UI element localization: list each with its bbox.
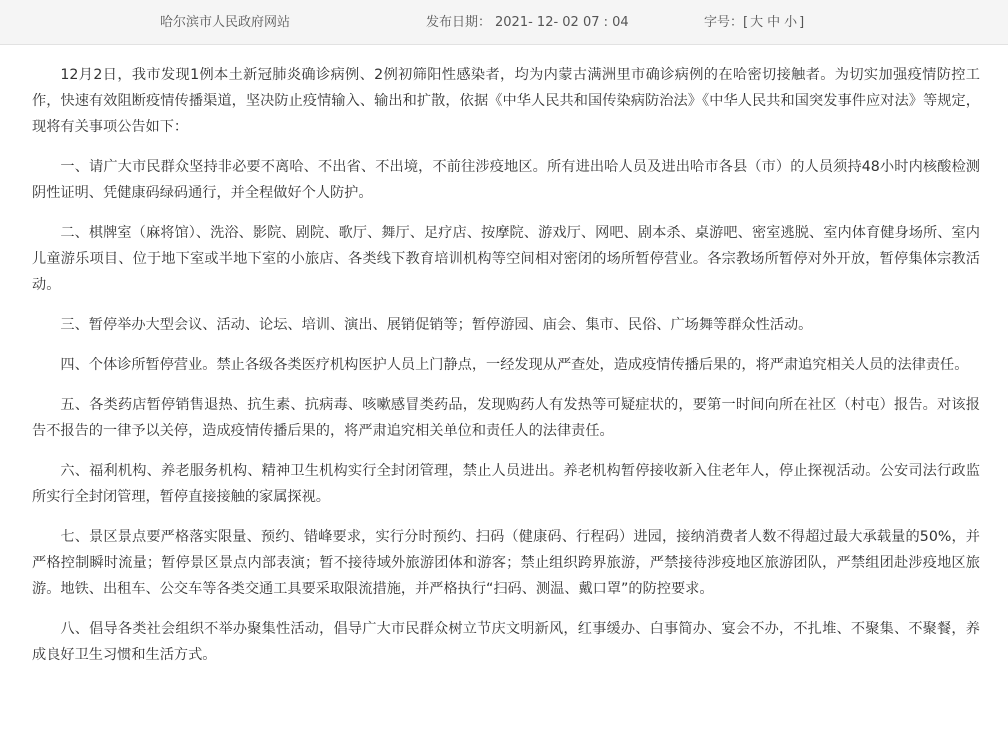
article-paragraph-7: 七、景区景点要严格落实限量、预约、错峰要求，实行分时预约、扫码（健康码、行程码）进园，接纳消费者人数不得超过最大承载量的50%，并严格控制瞬时流量；暂停景区景点内部表演；暂不接待域外旅游团体和游客；禁止组织跨界旅游，严禁接待涉疫地区旅游团队，严禁组团赴涉疫地区旅游。地铁、出租车、公交车等各类交通工具要采取限流措施，并严格执行“扫码、测温、戴口罩”的防控要求。 [32, 529, 980, 597]
publish-date-label: 发布日期： [426, 15, 492, 30]
font-size-switcher [704, 15, 804, 31]
article-paragraph-8: 八、倡导各类社会组织不举办聚集性活动，倡导广大市民群众树立节庆文明新风，红事缓办、白事简办、宴会不办，不扎堆、不聚集、不聚餐，养成良好卫生习惯和生活方式。 [32, 621, 980, 663]
source-label: 哈尔滨市人民政府网站 [160, 15, 291, 30]
publish-date-value: 2021- 12- 02 07 : 04 [495, 15, 629, 30]
article-meta-bar [0, 0, 1008, 45]
article-paragraph-intro: 12月2日，我市发现1例本土新冠肺炎确诊病例、2例初筛阳性感染者，均为内蒙古满洲里市确诊病例的在哈密切接触者。为切实加强疫情防控工作，快速有效阻断疫情传播渠道，坚决防止疫情输入、输出和扩散，依据《中华人民共和国传染病防治法》《中华人民共和国突发事件应对法》等规定，现将有关事项公告如下： [32, 67, 980, 135]
publish-date [426, 15, 629, 31]
article-paragraph-1: 一、请广大市民群众坚持非必要不离哈、不出省、不出境，不前往涉疫地区。所有进出哈人员及进出哈市各县（市）的人员须持48小时内核酸检测阴性证明、凭健康码绿码通行，并全程做好个人防护。 [32, 159, 980, 201]
article-paragraph-6: 六、福利机构、养老服务机构、精神卫生机构实行全封闭管理，禁止人员进出。养老机构暂停接收新入住老年人，停止探视活动。公安司法行政监所实行全封闭管理，暂停直接接触的家属探视。 [32, 463, 980, 505]
article-body [32, 62, 980, 682]
font-size-large-button[interactable]: 大 [750, 15, 764, 30]
font-size-small-button[interactable]: 小 [784, 15, 798, 30]
article-paragraph-2: 二、棋牌室（麻将馆）、洗浴、影院、剧院、歌厅、舞厅、足疗店、按摩院、游戏厅、网吧、剧本杀、桌游吧、密室逃脱、室内体育健身场所、室内儿童游乐项目、位于地下室或半地下室的小旅店、各类线下教育培训机构等空间相对密闭的场所暂停营业。各宗教场所暂停对外开放，暂停集体宗教活动。 [32, 225, 980, 293]
font-size-close-bracket: ] [799, 15, 805, 30]
article-paragraph-5: 五、各类药店暂停销售退热、抗生素、抗病毒、咳嗽感冒类药品，发现购药人有发热等可疑症状的，要第一时间向所在社区（村屯）报告。对该报告不报告的一律予以关停，造成疫情传播后果的，将严肃追究相关单位和责任人的法律责任。 [32, 397, 980, 439]
font-size-label: 字号：[ [704, 15, 749, 30]
article-paragraph-3: 三、暂停举办大型会议、活动、论坛、培训、演出、展销促销等；暂停游园、庙会、集市、民俗、广场舞等群众性活动。 [60, 317, 813, 333]
font-size-medium-button[interactable]: 中 [767, 15, 781, 30]
article-paragraph-4: 四、个体诊所暂停营业。禁止各级各类医疗机构医护人员上门静点，一经发现从严查处，造成疫情传播后果的，将严肃追究相关人员的法律责任。 [60, 357, 969, 373]
